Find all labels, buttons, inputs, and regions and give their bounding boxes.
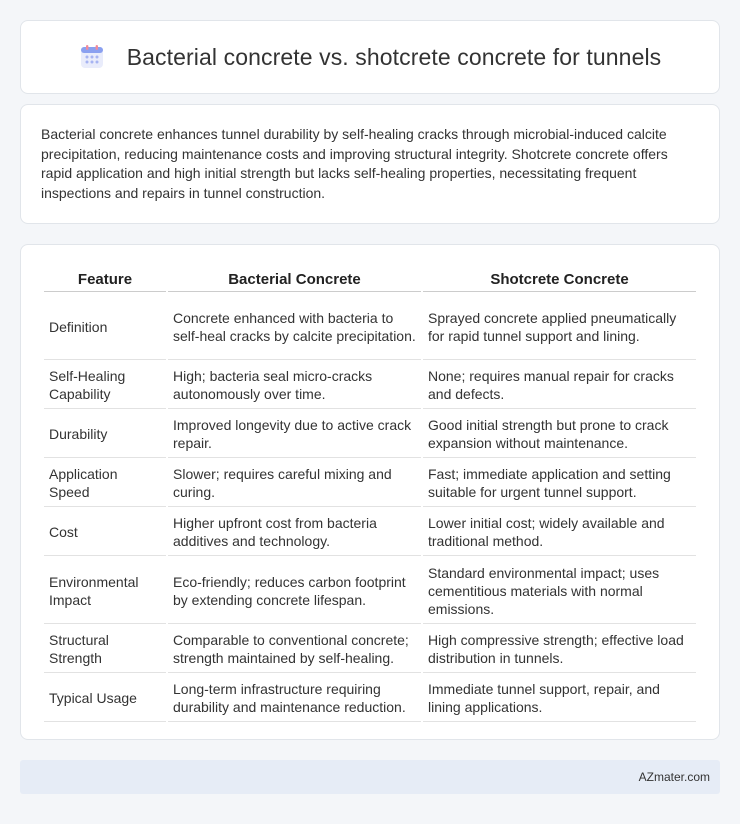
feature-cell: Self-Healing Capability: [44, 362, 166, 409]
table-row: [44, 294, 696, 360]
bacterial-cell: High; bacteria seal micro-cracks autonomously over time.: [168, 362, 421, 409]
footer: [20, 760, 720, 794]
summary-text: Bacterial concrete enhances tunnel durability by self-healing cracks through microbial-induced calcite precipitation, reducing maintenance costs and improving structural integrity. Shotcrete concrete offers rapid application and high initial strength but lacks self-healing properties, necessitating frequent inspections and repairs in tunnel construction.: [41, 126, 668, 201]
table-row: [44, 626, 696, 673]
table-row: [44, 460, 696, 507]
footer-brand[interactable]: AZmater.com: [638, 770, 710, 784]
table-row: [44, 509, 696, 556]
shotcrete-cell: Sprayed concrete applied pneumatically for rapid tunnel support and lining.: [423, 294, 696, 360]
summary-card: [20, 104, 720, 224]
feature-cell: Durability: [44, 411, 166, 458]
shotcrete-cell: Standard environmental impact; uses cementitious materials with normal emissions.: [423, 558, 696, 624]
page-title: Bacterial concrete vs. shotcrete concrete for tunnels: [126, 43, 662, 70]
comparison-table-card: [20, 244, 720, 740]
bacterial-cell: Comparable to conventional concrete; strength maintained by self-healing.: [168, 626, 421, 673]
table-row: [44, 675, 696, 722]
shotcrete-cell: Good initial strength but prone to crack expansion without maintenance.: [423, 411, 696, 458]
bacterial-cell: Higher upfront cost from bacteria additives and technology.: [168, 509, 421, 556]
shotcrete-cell: Lower initial cost; widely available and traditional method.: [423, 509, 696, 556]
feature-cell: Definition: [44, 294, 166, 360]
header-feature: Feature: [44, 269, 166, 292]
header-bacterial: Bacterial Concrete: [168, 269, 421, 292]
table-row: [44, 558, 696, 624]
feature-cell: Application Speed: [44, 460, 166, 507]
title-card: [20, 20, 720, 94]
bacterial-cell: Eco-friendly; reduces carbon footprint by extending concrete lifespan.: [168, 558, 421, 624]
shotcrete-cell: None; requires manual repair for cracks and defects.: [423, 362, 696, 409]
calendar-icon: [79, 44, 105, 70]
bacterial-cell: Improved longevity due to active crack repair.: [168, 411, 421, 458]
table-row: [44, 362, 696, 409]
bacterial-cell: Concrete enhanced with bacteria to self-heal cracks by calcite precipitation.: [168, 294, 421, 360]
header-shotcrete: Shotcrete Concrete: [423, 269, 696, 292]
table-header-row: [44, 269, 696, 292]
feature-cell: Cost: [44, 509, 166, 556]
bacterial-cell: Long-term infrastructure requiring durability and maintenance reduction.: [168, 675, 421, 722]
feature-cell: Typical Usage: [44, 675, 166, 722]
comparison-table: [42, 267, 698, 724]
feature-cell: Environmental Impact: [44, 558, 166, 624]
feature-cell: Structural Strength: [44, 626, 166, 673]
shotcrete-cell: Immediate tunnel support, repair, and lining applications.: [423, 675, 696, 722]
bacterial-cell: Slower; requires careful mixing and curing.: [168, 460, 421, 507]
table-row: [44, 411, 696, 458]
shotcrete-cell: Fast; immediate application and setting suitable for urgent tunnel support.: [423, 460, 696, 507]
shotcrete-cell: High compressive strength; effective load distribution in tunnels.: [423, 626, 696, 673]
